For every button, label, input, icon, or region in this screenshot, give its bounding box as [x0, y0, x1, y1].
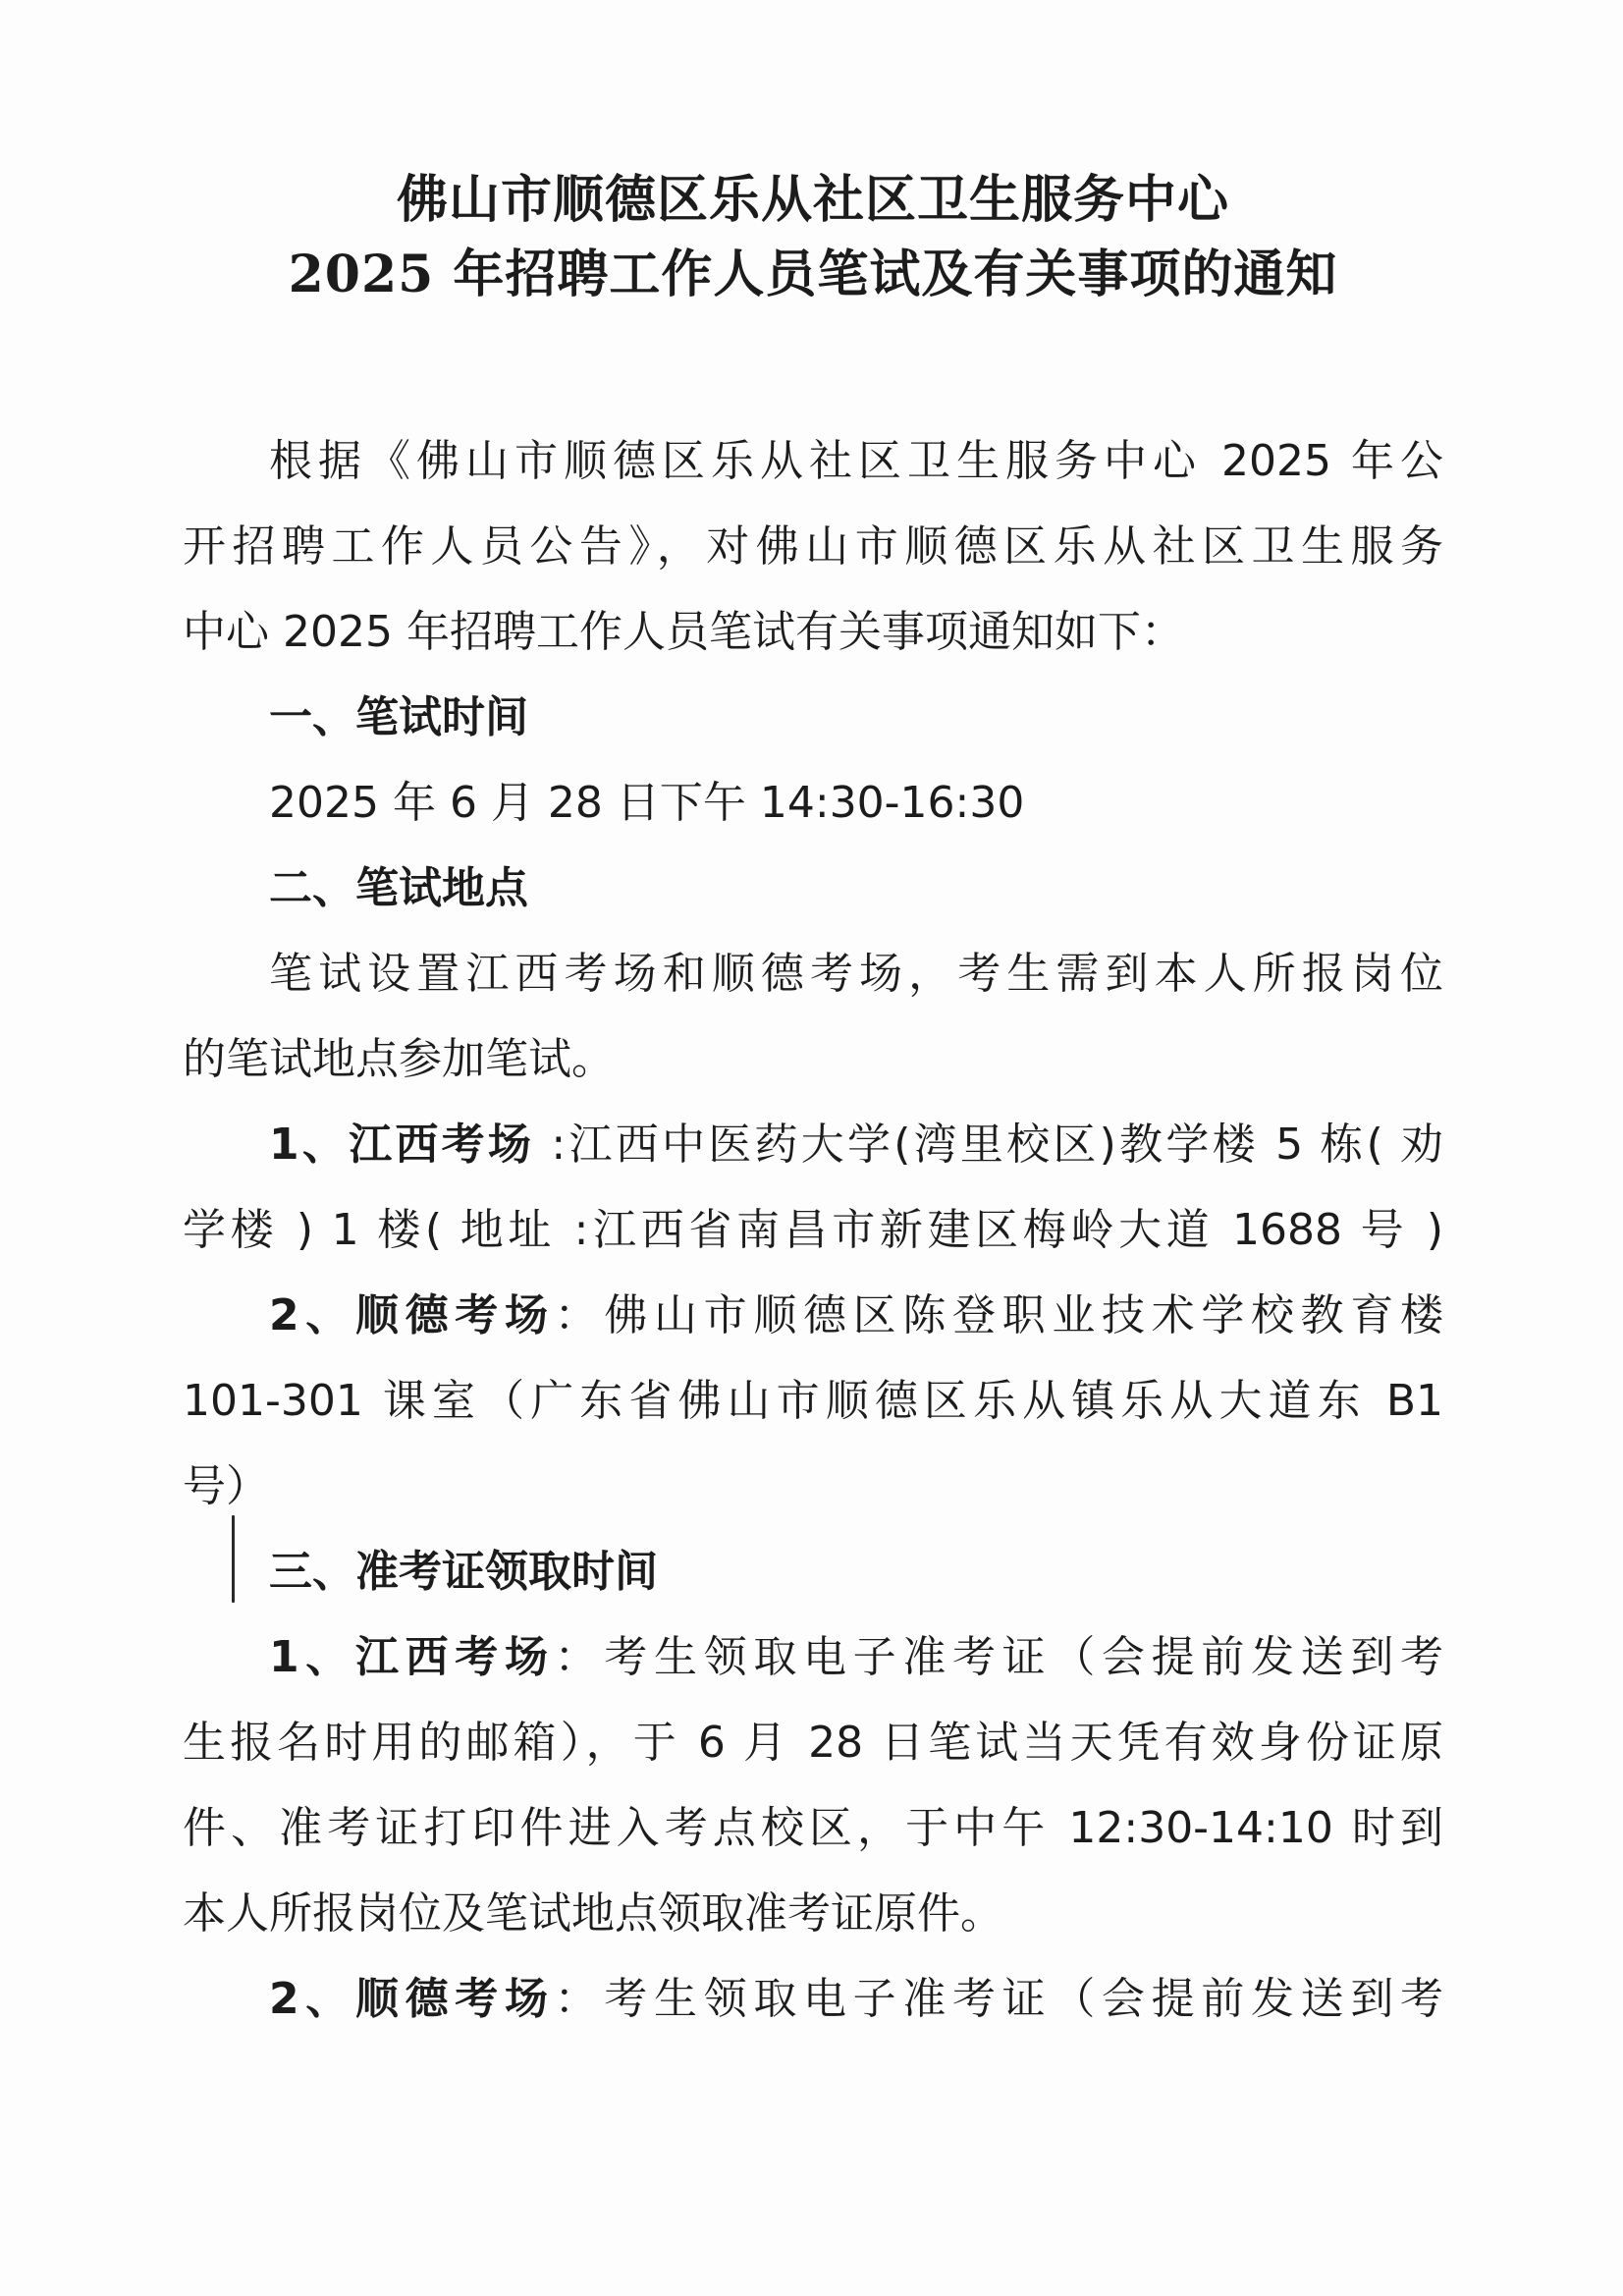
document-line: [183, 1614, 1443, 1700]
bold-text-segment: 二、笔试地点: [269, 863, 528, 913]
document-line: [183, 1956, 1443, 2042]
document-line: [183, 1102, 1443, 1187]
bold-text-segment: 1、江西考场: [269, 1120, 535, 1170]
document-line: [183, 760, 1443, 846]
text-segment: ：考生领取电子准考证（会提前发送到考: [554, 1974, 1444, 2024]
document-line: [183, 931, 1443, 1016]
text-segment: 开招聘工作人员公告》，对佛山市顺德区乐从社区卫生服务: [183, 521, 1443, 572]
bold-text-segment: 三、准考证领取时间: [269, 1547, 658, 1597]
text-segment: 本人所报岗位及笔试地点领取准考证原件。: [183, 1888, 1003, 1939]
document-line: [183, 1444, 1443, 1529]
document-line: [183, 418, 1443, 504]
bold-text-segment: 2、顺德考场: [269, 1974, 555, 2024]
text-segment: 中心 2025 年招聘工作人员笔试有关事项通知如下：: [183, 607, 1184, 657]
document-line: [183, 1358, 1443, 1444]
document-line: [183, 1529, 1443, 1614]
document-title-line-1: 佛山市顺德区乐从社区卫生服务中心: [396, 170, 1229, 230]
text-segment: ：佛山市顺德区陈登职业技术学校教育楼: [554, 1290, 1444, 1340]
text-segment: 根据《佛山市顺德区乐从社区卫生服务中心 2025 年公: [269, 436, 1443, 486]
text-segment: 生报名时用的邮箱），于 6 月 28 日笔试当天凭有效身份证原: [183, 1718, 1443, 1768]
document-line: [183, 675, 1443, 760]
document-title-line-2: 2025 年招聘工作人员笔试及有关事项的通知: [288, 245, 1338, 304]
text-segment: :江西中医药大学(湾里校区)教学楼 5 栋( 劝: [534, 1120, 1443, 1170]
text-segment: 的笔试地点参加笔试。: [183, 1034, 615, 1084]
document: [183, 163, 1443, 2042]
document-line: [183, 589, 1443, 675]
document-body: [183, 418, 1443, 2042]
bold-text-segment: 2、顺德考场: [269, 1290, 555, 1340]
document-line: [183, 504, 1443, 589]
document-title: [183, 163, 1443, 312]
text-segment: 件、准考证打印件进入考点校区，于中午 12:30-14:10 时到: [183, 1803, 1443, 1853]
text-segment: 2025 年 6 月 28 日下午 14:30-16:30: [269, 778, 1025, 828]
bold-text-segment: 1、江西考场: [269, 1632, 555, 1682]
text-segment: 学楼 ) 1 楼( 地址 :江西省南昌市新建区梅岭大道 1688 号 ): [183, 1205, 1443, 1255]
document-line: [183, 1700, 1443, 1785]
document-line: [183, 846, 1443, 931]
text-segment: 101-301 课室（广东省佛山市顺德区乐从镇乐从大道东 B1: [183, 1376, 1443, 1426]
document-line: [183, 1016, 1443, 1102]
bold-text-segment: 一、笔试时间: [269, 692, 528, 742]
text-segment: ：考生领取电子准考证（会提前发送到考: [554, 1632, 1444, 1682]
scan-artifact-vertical-line: [232, 1515, 235, 1603]
text-segment: 笔试设置江西考场和顺德考场，考生需到本人所报岗位: [269, 949, 1443, 999]
document-line: [183, 1871, 1443, 1956]
text-segment: 号）: [183, 1461, 269, 1511]
document-line: [183, 1273, 1443, 1358]
document-line: [183, 1187, 1443, 1273]
document-line: [183, 1785, 1443, 1871]
